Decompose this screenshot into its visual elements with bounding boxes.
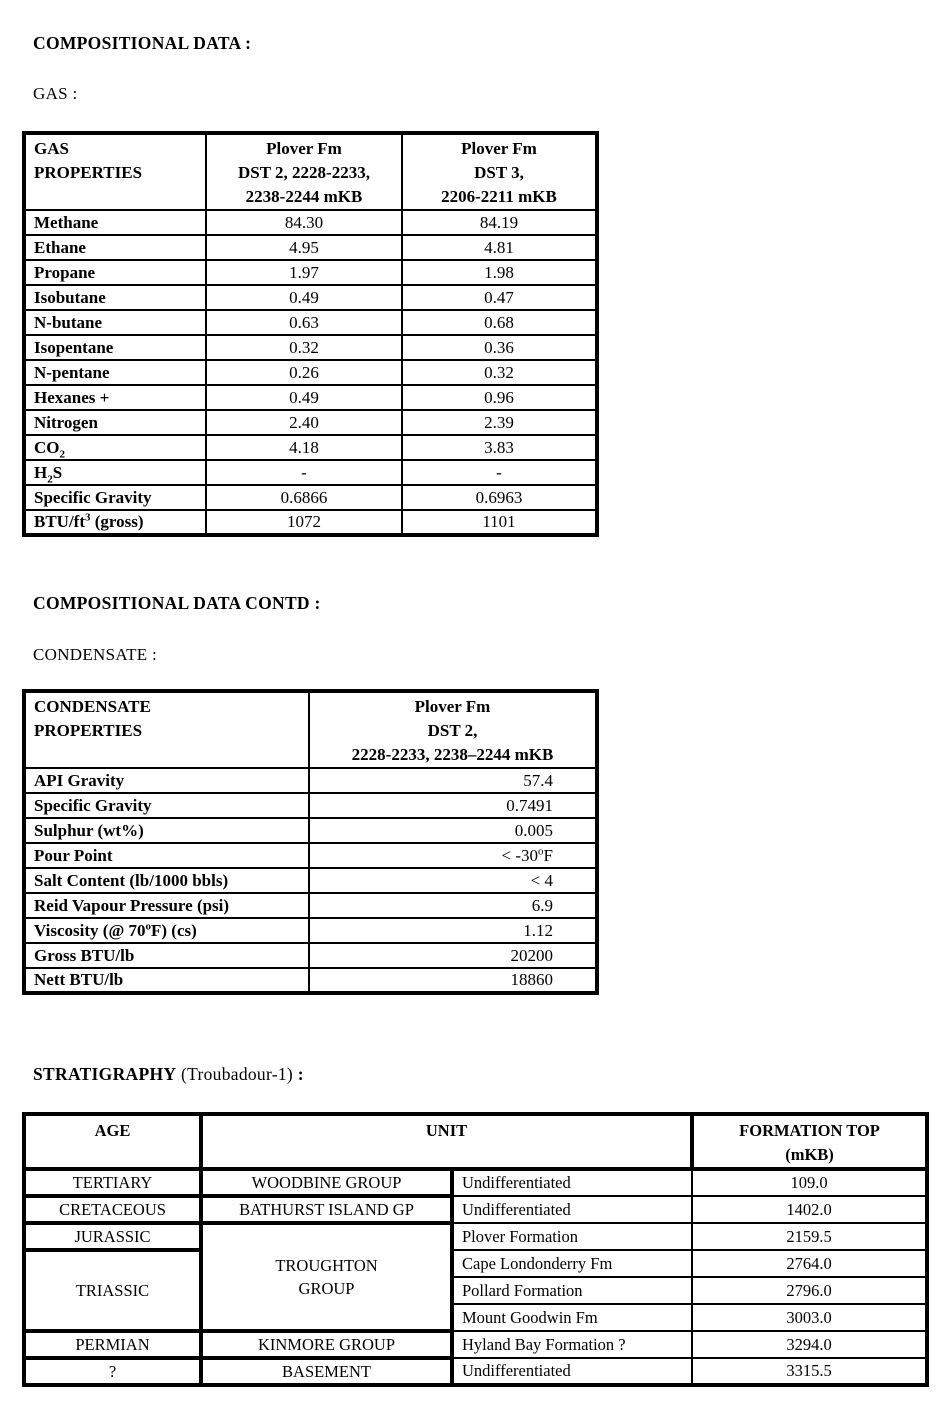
header-line: (mKB) — [785, 1145, 834, 1164]
gas-dst3-value: 1.98 — [402, 260, 597, 285]
gas-dst2-header-cell — [206, 133, 402, 210]
condensate-property-label: Nett BTU/lb — [24, 968, 309, 993]
strat-formation-cell: Undifferentiated — [452, 1358, 692, 1385]
strat-formation-top-cell: 2764.0 — [692, 1250, 927, 1277]
stratigraphy-table — [22, 1112, 929, 1387]
strat-formation-cell: Pollard Formation — [452, 1277, 692, 1304]
gas-dst2-value: 84.30 — [206, 210, 402, 235]
gas-dst2-value: - — [206, 460, 402, 485]
strat-formation-cell: Undifferentiated — [452, 1169, 692, 1196]
table-row — [24, 435, 597, 460]
condensate-properties-table — [22, 689, 599, 995]
condensate-value: 0.7491 — [309, 793, 597, 818]
strat-formation-cell: Cape Londonderry Fm — [452, 1250, 692, 1277]
gas-property-label: Nitrogen — [24, 410, 206, 435]
gas-dst3-value: 0.47 — [402, 285, 597, 310]
gas-dst3-value: 2.39 — [402, 410, 597, 435]
stratigraphy-title — [33, 1064, 304, 1085]
unit-line: BATHURST ISLAND GP — [239, 1200, 414, 1219]
table-row — [24, 1250, 927, 1277]
strat-formation-cell: Mount Goodwin Fm — [452, 1304, 692, 1331]
condensate-properties-header-cell — [24, 691, 309, 768]
unit-line: BASEMENT — [282, 1362, 371, 1381]
gas-dst2-value: 4.18 — [206, 435, 402, 460]
gas-dst3-value: 0.32 — [402, 360, 597, 385]
condensate-value: 6.9 — [309, 893, 597, 918]
table-row — [24, 210, 597, 235]
gas-dst2-value: 0.6866 — [206, 485, 402, 510]
strat-unit-group-cell — [201, 1331, 452, 1358]
strat-unit-group-cell — [201, 1223, 452, 1331]
gas-property-label: BTU/$ft^3$ (gross) — [24, 510, 206, 535]
strat-age-cell: JURASSIC — [24, 1223, 201, 1250]
strat-age-cell: ? — [24, 1358, 201, 1385]
header-line: Plover Fm — [266, 139, 342, 158]
table-row — [24, 918, 597, 943]
gas-property-label: Propane — [24, 260, 206, 285]
strat-formation-top-cell: 109.0 — [692, 1169, 927, 1196]
condensate-property-label: API Gravity — [24, 768, 309, 793]
stratigraphy-header-row — [24, 1114, 927, 1169]
unit-line: TROUGHTON — [275, 1256, 378, 1275]
unit-line: KINMORE GROUP — [257, 1335, 396, 1354]
stratigraphy-title-well-name: (Troubadour-1) — [176, 1064, 298, 1084]
header-line: PROPERTIES — [34, 163, 143, 182]
strat-formation-cell: Plover Formation — [452, 1223, 692, 1250]
header-line: DST 2, 2228-2233, — [238, 163, 370, 182]
gas-property-label: Isobutane — [24, 285, 206, 310]
condensate-property-label: Sulphur (wt%) — [24, 818, 309, 843]
unit-header-cell: UNIT — [201, 1114, 692, 1169]
gas-dst3-value: 3.83 — [402, 435, 597, 460]
table-row — [24, 510, 597, 535]
gas-dst2-value: 0.26 — [206, 360, 402, 385]
strat-formation-cell: Undifferentiated — [452, 1196, 692, 1223]
table-row — [24, 868, 597, 893]
gas-dst2-value: 0.32 — [206, 335, 402, 360]
compositional-data-title: COMPOSITIONAL DATA : — [33, 33, 252, 53]
gas-property-label: Ethane — [24, 235, 206, 260]
table-row — [24, 818, 597, 843]
strat-unit-group-cell — [201, 1169, 452, 1196]
table-row — [24, 485, 597, 510]
gas-dst3-value: 84.19 — [402, 210, 597, 235]
table-row — [24, 335, 597, 360]
strat-formation-top-cell: 3294.0 — [692, 1331, 927, 1358]
table-row — [24, 1196, 927, 1223]
condensate-section-label: CONDENSATE : — [33, 645, 158, 664]
gas-dst2-value: 1072 — [206, 510, 402, 535]
condensate-property-label: Reid Vapour Pressure (psi) — [24, 893, 309, 918]
header-line: 2206-2211 mKB — [441, 187, 557, 206]
strat-age-cell: PERMIAN — [24, 1331, 201, 1358]
gas-property-label: $H_2S$ — [24, 460, 206, 485]
condensate-property-label: Salt Content (lb/1000 bbls) — [24, 868, 309, 893]
gas-dst3-value: 4.81 — [402, 235, 597, 260]
table-row — [24, 235, 597, 260]
gas-dst2-value: 1.97 — [206, 260, 402, 285]
condensate-value: < $-30^oF$ — [309, 843, 597, 868]
condensate-value: 18860 — [309, 968, 597, 993]
gas-section-label: GAS : — [33, 84, 78, 103]
stratigraphy-title-bold: STRATIGRAPHY — [33, 1064, 177, 1084]
unit-line: WOODBINE GROUP — [251, 1173, 402, 1192]
table-row — [24, 310, 597, 335]
table-row — [24, 360, 597, 385]
table-row — [24, 260, 597, 285]
strat-formation-cell: Hyland Bay Formation ? — [452, 1331, 692, 1358]
condensate-property-label: Gross BTU/lb — [24, 943, 309, 968]
table-row — [24, 943, 597, 968]
table-row — [24, 1358, 927, 1385]
gas-dst3-value: 0.36 — [402, 335, 597, 360]
header-line: CONDENSATE — [34, 697, 151, 716]
header-line: Plover Fm — [414, 697, 491, 716]
strat-age-cell: CRETACEOUS — [24, 1196, 201, 1223]
table-row — [24, 793, 597, 818]
table-row — [24, 1169, 927, 1196]
stratigraphy-title-colon: : — [297, 1064, 304, 1084]
strat-unit-group-cell — [201, 1196, 452, 1223]
gas-property-label: Isopentane — [24, 335, 206, 360]
strat-formation-top-cell: 3003.0 — [692, 1304, 927, 1331]
table-row — [24, 968, 597, 993]
gas-properties-table — [22, 131, 599, 537]
gas-property-label: $CO_2$ — [24, 435, 206, 460]
table-row — [24, 1331, 927, 1358]
condensate-property-label: Viscosity (@ 70$^o$F) (cs) — [24, 918, 309, 943]
gas-property-label: Hexanes + — [24, 385, 206, 410]
gas-dst2-value: 0.49 — [206, 385, 402, 410]
formation-top-header-cell — [692, 1114, 927, 1169]
header-line: PROPERTIES — [34, 721, 143, 740]
table-row — [24, 768, 597, 793]
gas-dst3-value: 0.68 — [402, 310, 597, 335]
unit-line: GROUP — [298, 1279, 355, 1298]
header-line: 2228-2233, 2238–2244 mKB — [351, 745, 554, 764]
header-line: 2238-2244 mKB — [245, 187, 363, 206]
gas-properties-header-cell — [24, 133, 206, 210]
gas-dst2-value: 4.95 — [206, 235, 402, 260]
gas-dst3-header-cell — [402, 133, 597, 210]
compositional-data-contd-title: COMPOSITIONAL DATA CONTD : — [33, 593, 321, 613]
table-row — [24, 1223, 927, 1250]
condensate-value: 20200 — [309, 943, 597, 968]
table-row — [24, 460, 597, 485]
strat-formation-top-cell: 2159.5 — [692, 1223, 927, 1250]
header-line: Plover Fm — [461, 139, 537, 158]
header-line: GAS — [34, 139, 69, 158]
header-line: DST 2, — [427, 721, 478, 740]
condensate-value: < 4 — [309, 868, 597, 893]
condensate-value: 1.12 — [309, 918, 597, 943]
condensate-property-label: Pour Point — [24, 843, 309, 868]
table-row — [24, 893, 597, 918]
table-row — [24, 385, 597, 410]
gas-dst3-value: 0.96 — [402, 385, 597, 410]
header-line: FORMATION TOP — [739, 1121, 880, 1140]
gas-header-row — [24, 133, 597, 210]
header-line: DST 3, — [474, 163, 524, 182]
gas-property-label: N-pentane — [24, 360, 206, 385]
gas-dst3-value: - — [402, 460, 597, 485]
gas-dst3-value: 0.6963 — [402, 485, 597, 510]
strat-unit-group-cell — [201, 1358, 452, 1385]
gas-dst3-value: 1101 — [402, 510, 597, 535]
gas-property-label: N-butane — [24, 310, 206, 335]
gas-property-label: Methane — [24, 210, 206, 235]
strat-age-cell: TRIASSIC — [24, 1250, 201, 1331]
gas-dst2-value: 0.49 — [206, 285, 402, 310]
gas-dst2-value: 2.40 — [206, 410, 402, 435]
table-row — [24, 410, 597, 435]
strat-formation-top-cell: 3315.5 — [692, 1358, 927, 1385]
age-header-cell: AGE — [24, 1114, 201, 1169]
condensate-header-row — [24, 691, 597, 768]
condensate-property-label: Specific Gravity — [24, 793, 309, 818]
table-row — [24, 843, 597, 868]
condensate-dst2-header-cell — [309, 691, 597, 768]
table-row — [24, 285, 597, 310]
strat-formation-top-cell: 2796.0 — [692, 1277, 927, 1304]
gas-property-label: Specific Gravity — [24, 485, 206, 510]
condensate-value: 0.005 — [309, 818, 597, 843]
strat-formation-top-cell: 1402.0 — [692, 1196, 927, 1223]
gas-dst2-value: 0.63 — [206, 310, 402, 335]
condensate-value: 57.4 — [309, 768, 597, 793]
strat-age-cell: TERTIARY — [24, 1169, 201, 1196]
